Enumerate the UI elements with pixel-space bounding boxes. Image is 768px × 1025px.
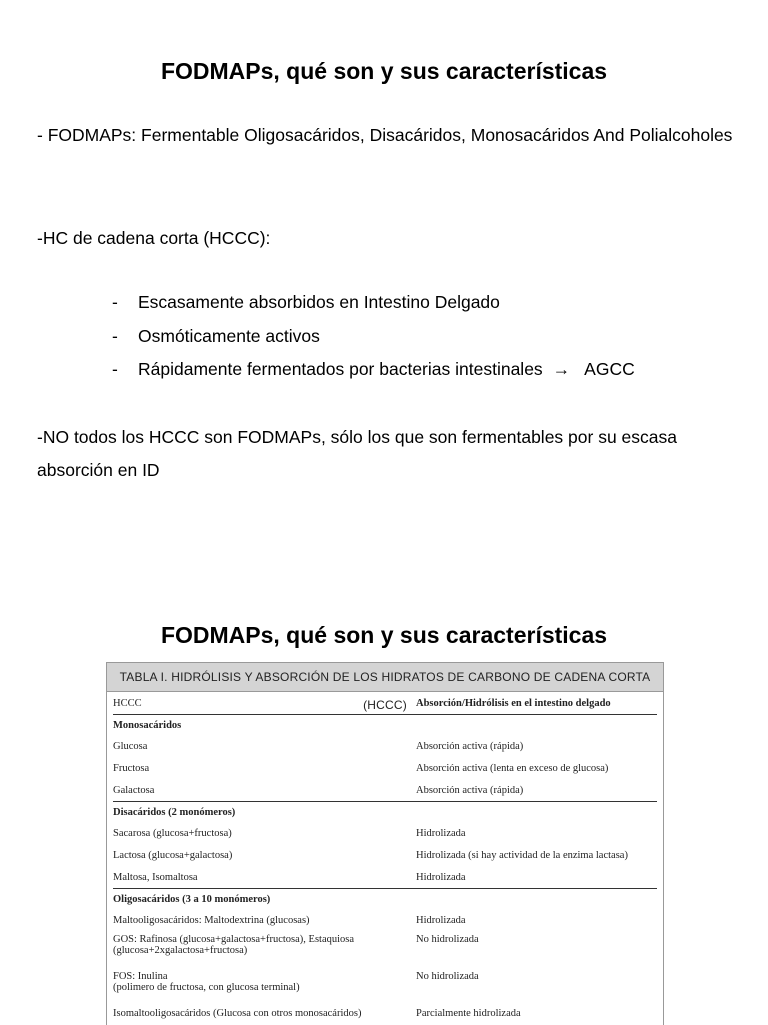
list-item <box>112 320 732 354</box>
cell-absorption: Parcialmente hidrolizada <box>416 1008 521 1019</box>
cell-hccc: Lactosa (glucosa+galactosa) <box>113 849 233 861</box>
cell-hccc: FOS: Inulina (polimero de fructosa, con glucosa terminal) <box>113 971 300 993</box>
cell-absorption: Absorción activa (rápida) <box>416 740 524 752</box>
table-group-row <box>113 889 657 909</box>
table-row <box>113 1005 657 1025</box>
bullet-text: Rápidamente fermentados por bacterias intestinales <box>138 359 543 379</box>
cell-hccc: Sacarosa (glucosa+fructosa) <box>113 827 232 839</box>
cell-hccc: Galactosa <box>113 784 155 796</box>
table-row <box>113 822 657 844</box>
table-row <box>113 757 657 779</box>
list-item <box>112 353 732 387</box>
group-label: Monosacáridos <box>113 719 182 731</box>
table-row <box>113 779 657 802</box>
column-header-absorption: Absorción/Hidrólisis en el intestino delgado <box>416 697 611 709</box>
fodmaps-note: -NO todos los HCCC son FODMAPs, sólo los que son fermentables por su escasa absorción en ID <box>37 427 677 480</box>
cell-hccc: Glucosa <box>113 740 148 752</box>
hccc-heading: -HC de cadena corta (HCCC): <box>37 228 271 248</box>
fodmaps-definition: - FODMAPs: Fermentable Oligosacáridos, Disacáridos, Monosacáridos And Polialcoholes <box>37 125 733 145</box>
cell-absorption: Hidrolizada <box>416 827 466 839</box>
bullet-text: Escasamente absorbidos en Intestino Delgado <box>138 292 500 312</box>
table-row <box>113 844 657 866</box>
table-row <box>113 909 657 931</box>
table-body <box>107 715 663 1025</box>
list-item <box>112 286 732 320</box>
slide-2 <box>0 560 768 1024</box>
cell-absorption: Absorción activa (rápida) <box>416 784 524 796</box>
table-row <box>113 931 657 968</box>
table-row <box>113 968 657 1005</box>
cell-absorption: Hidrolizada <box>416 914 466 926</box>
cell-absorption: Hidrolizada (si hay actividad de la enzima lactasa) <box>416 849 628 861</box>
hccc-bullet-list <box>112 286 732 387</box>
table-row <box>113 866 657 889</box>
bullet-dash: - <box>112 292 118 312</box>
cell-hccc: Maltooligosacáridos: Maltodextrina (glucosas) <box>113 914 310 926</box>
bullet-text: Osmóticamente activos <box>138 325 320 346</box>
cell-hccc: Maltosa, Isomaltosa <box>113 871 198 883</box>
group-label: Disacáridos (2 monómeros) <box>113 806 236 818</box>
hccc-table <box>106 662 664 1025</box>
bullet-dash: - <box>112 359 118 379</box>
cell-hccc: Isomaltooligosacáridos (Glucosa con otros monosacáridos) <box>113 1008 362 1019</box>
table-row <box>113 735 657 757</box>
cell-hccc: GOS: Rafinosa (glucosa+galactosa+fructosa), Estaquiosa (glucosa+2xgalactosa+fructosa) <box>113 934 355 956</box>
slide-title: FODMAPs, qué son y sus características <box>160 622 608 648</box>
cell-absorption: Hidrolizada <box>416 871 466 883</box>
table-group-row <box>113 802 657 822</box>
bullet-dash: - <box>112 325 118 346</box>
table-caption: TABLA I. HIDRÓLISIS Y ABSORCIÓN DE LOS HIDRATOS DE CARBONO DE CADENA CORTA (HCCC) <box>107 663 663 692</box>
arrow-right-icon: → <box>552 359 571 379</box>
cell-hccc: Fructosa <box>113 762 150 774</box>
bullet-result: AGCC <box>584 359 635 379</box>
column-header-hccc: HCCC <box>113 697 142 709</box>
cell-absorption: No hidrolizada <box>416 934 479 945</box>
cell-absorption: Absorción activa (lenta en exceso de glucosa) <box>416 762 609 774</box>
cell-absorption: No hidrolizada <box>416 971 479 982</box>
group-label: Oligosacáridos (3 a 10 monómeros) <box>113 893 271 905</box>
slide-title: FODMAPs, qué son y sus características <box>160 58 608 84</box>
